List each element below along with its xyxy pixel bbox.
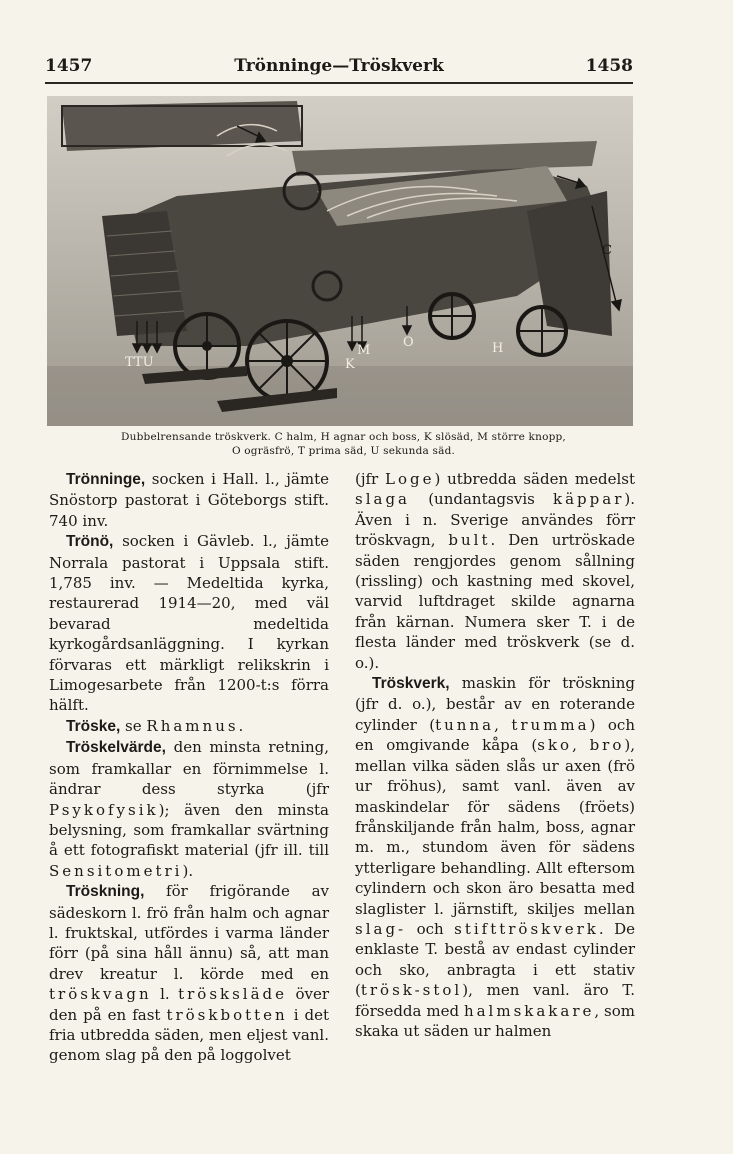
- cross-reference[interactable]: bult: [448, 531, 491, 550]
- label-c: C: [602, 243, 612, 258]
- page-number-right: 1458: [585, 56, 633, 76]
- entry-troskning-continued: (jfr Loge) utbredda säden medelst slaga (undantagsvis käppar). Även i n. Sverige användes förr tröskvagn, bult. Den urtröskade säden rengjordes genom sållning (rissling) och kastning med skovel, varvid luftdraget skilde agnarna från kärnan. Numera sker T. i de flesta länder med tröskverk (se d. o.).: [355, 470, 636, 672]
- entry-troskning: Tröskning, för frigörande av sädeskorn l. frö från halm och agnar l. fruktskal, utfördes i varma länder förr (på sina håll ännu) så, att man drev kreatur l. körde med en tröskvagn l. trösksläde över den på en fast tröskbotten i det fria utbredda säden, men eljest vanl. genom slag på den på loggolvet: [49, 882, 330, 1065]
- cross-reference[interactable]: halmskakare: [463, 1001, 595, 1020]
- label-h: H: [492, 341, 504, 356]
- cross-reference[interactable]: tröskvagn: [49, 985, 152, 1004]
- headword: Tröskning,: [66, 883, 145, 901]
- caption-line-1: Dubbelrensande tröskverk. C halm, H agnar och boss, K slösäd, M större knopp,: [121, 431, 566, 443]
- cross-reference[interactable]: tunna: [435, 715, 495, 734]
- label-m: M: [357, 343, 371, 358]
- caption-line-2: O ogräsfrö, T prima säd, U sekunda säd.: [231, 445, 456, 457]
- threshing-machine-illustration: [47, 96, 633, 426]
- cross-reference[interactable]: Psykofysik: [49, 800, 159, 819]
- headword: Tröskverk,: [372, 675, 450, 693]
- label-k: K: [345, 357, 355, 372]
- label-ttu: TTU: [125, 355, 154, 370]
- cross-reference[interactable]: slaga: [355, 490, 410, 509]
- cross-reference[interactable]: Rhamnus: [146, 716, 239, 735]
- cross-reference[interactable]: slag-: [355, 919, 407, 938]
- cross-reference[interactable]: sko: [537, 736, 573, 755]
- left-column: [49, 469, 329, 1066]
- threshing-machine-drawing: [47, 96, 633, 426]
- entry-tronninge: Trönninge, socken i Hall. l., jämte Snöstorp pastorat i Göteborgs stift. 740 inv.: [49, 470, 329, 530]
- page-header: [45, 52, 633, 84]
- entry-troskverk: Tröskverk, maskin för tröskning (jfr d. o.), består av en roterande cylinder (tunna, trumma) och en omgivande kåpa (sko, bro), mellan vilka säden slås ur axen (frö ur fröhus), samt vanl. även av maskindelar för sädens (fröets) frånskiljande från halm, boss, agnar m. m., stundom även för sädens ytterligare behandling. Allt eftersom cylindern och skon äro besatta med slaglister l. järnstift, skiljes mellan slag- och stifttröskverk. De enklaste T. bestå av endast cylinder och sko, anbragta i ett stativ (trösk-stol), men vanl. äro T. försedda med halmskakare, som skaka ut säden ur halmen: [355, 674, 635, 1040]
- headword: Tröske,: [66, 717, 121, 735]
- figure-caption: [45, 430, 642, 458]
- cross-reference[interactable]: bro: [589, 736, 625, 755]
- running-title: Trönninge—Tröskverk: [234, 56, 444, 76]
- right-column: [355, 469, 635, 1041]
- cross-reference[interactable]: käppar: [553, 490, 625, 509]
- entry-trono: Trönö, socken i Gävleb. l., jämte Norrala pastorat i Uppsala stift. 1,785 inv. — Medeltida kyrka, restaurerad 1914—20, med väl bevarad medeltida kyrkogårdsanläggning. I kyrkan förvaras ett märkligt relikskrin i Limogesarbete från 1200-t:s förra hälft.: [49, 532, 329, 715]
- cross-reference[interactable]: trösk-stol: [360, 981, 463, 1000]
- page-number-left: 1457: [45, 56, 93, 76]
- cross-reference[interactable]: Loge: [385, 470, 435, 488]
- headword: Trönö,: [66, 533, 114, 551]
- cross-reference[interactable]: trumma: [511, 715, 590, 734]
- entry-troske: Tröske, se Rhamnus.: [66, 716, 244, 735]
- cross-reference[interactable]: stifttröskverk: [454, 919, 599, 938]
- label-o: O: [403, 335, 414, 350]
- cross-reference[interactable]: tröskbotten: [166, 1005, 288, 1024]
- headword: Tröskelvärde,: [66, 739, 166, 757]
- headword: Trönninge,: [66, 471, 146, 488]
- cross-reference[interactable]: trösksläde: [178, 985, 288, 1004]
- entry-troskelvarde: Tröskelvärde, den minsta retning, som framkallar en förnimmelse l. ändrar dess styrka (jfr Psykofysik); även den minsta belysning, som framkallar svärtning å ett fotografiskt material (jfr ill. till Sensitometri).: [49, 738, 329, 880]
- cross-reference[interactable]: Sensitometri: [49, 861, 183, 880]
